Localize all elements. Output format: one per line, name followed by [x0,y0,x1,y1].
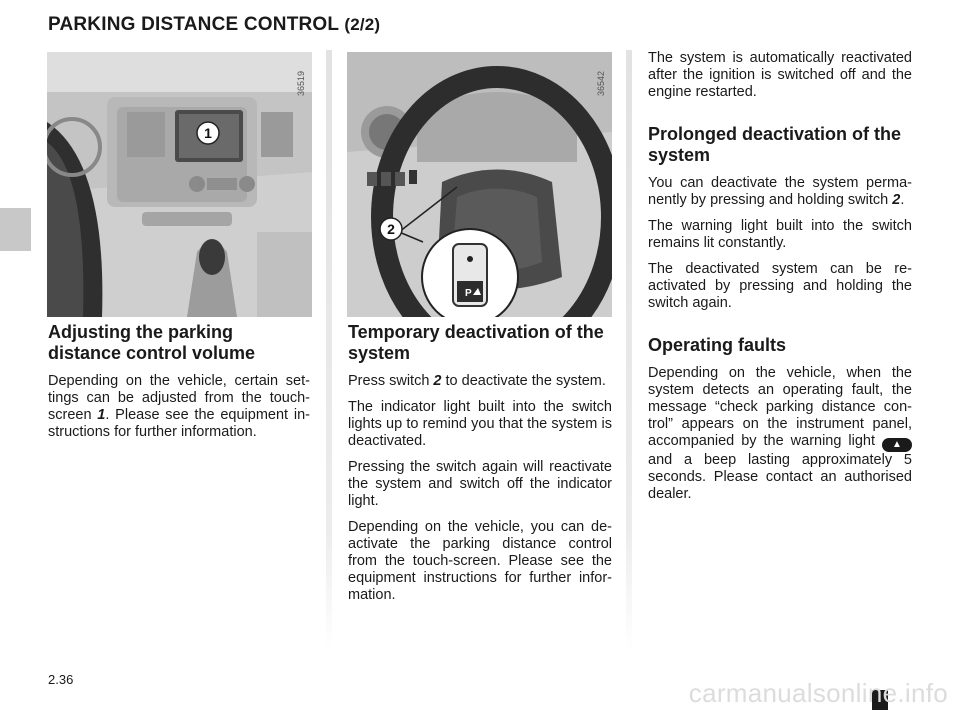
page-title: PARKING DISTANCE CONTROL (2/2) [48,14,381,35]
column-middle [348,322,612,613]
paragraph-indicator-light: The indicator light built into the switch lights up to remind you that the system is deactivated. [348,399,612,449]
column-divider-left [326,50,332,650]
steering-wheel-photo [347,52,612,317]
paragraph-reactivate: Pressing the switch again will reactivate the system and switch off the indicator light. [348,459,612,509]
figure-ref-middle: 36542 [596,70,606,96]
dashboard-photo [47,52,312,317]
paragraph-auto-reactivation: The system is automatically reactivated after the ignition is switched off and the engine restarted. [648,50,912,100]
paragraph-press-switch: Press switch 2 to deactivate the system. [348,373,606,389]
paragraph-re-activate: The deactivated system can be reactivated by pressing and holding the switch again. [648,261,912,311]
watermark: carmanualsonline.info [688,678,948,708]
column-right [648,50,912,512]
paragraph-volume: Depending on the vehicle, certain settings can be adjusted from the touch-screen 1. Please see the equipment instructions for further information. [48,373,310,440]
column-left [48,322,310,450]
switch-p-label: P [465,288,472,299]
paragraph-warning-light-lit: The warning light built into the switch remains lit constantly. [648,218,912,251]
figure-callout-1: 1 [204,125,212,141]
paragraph-operating-faults: Depending on the vehicle, when the system detects an operating fault, the message “check parking distance control” appears on the instrument panel, accompanied by the warning light ▲ and a beep lasting approximately 5 seconds. Please contact an authorised dealer. [648,365,912,502]
figure-ref-left: 36519 [296,70,306,96]
page-number: 2.36 [48,672,74,687]
parking-warning-light-icon: ▲ [882,438,912,452]
column-divider-right [626,50,632,650]
section-tab-marker [0,208,31,251]
heading-operating-faults: Operating faults [648,335,787,355]
paragraph-touch-screen: Depending on the vehicle, you can deactivate the parking distance control from the touch-screen. Please see the equipment instructions for further information. [348,519,612,603]
page-part: (2/2) [344,15,381,34]
heading-temporary-deactivation: Temporary deactivation of the system [348,322,604,363]
figure-callout-2: 2 [387,221,395,237]
heading-volume: Adjusting the parking distance control volume [48,322,256,363]
heading-prolonged-deactivation: Prolonged deactivation of the system [648,124,902,165]
paragraph-permanent-deactivation: You can deactivate the system permanently by pressing and holding switch 2. [648,175,912,208]
